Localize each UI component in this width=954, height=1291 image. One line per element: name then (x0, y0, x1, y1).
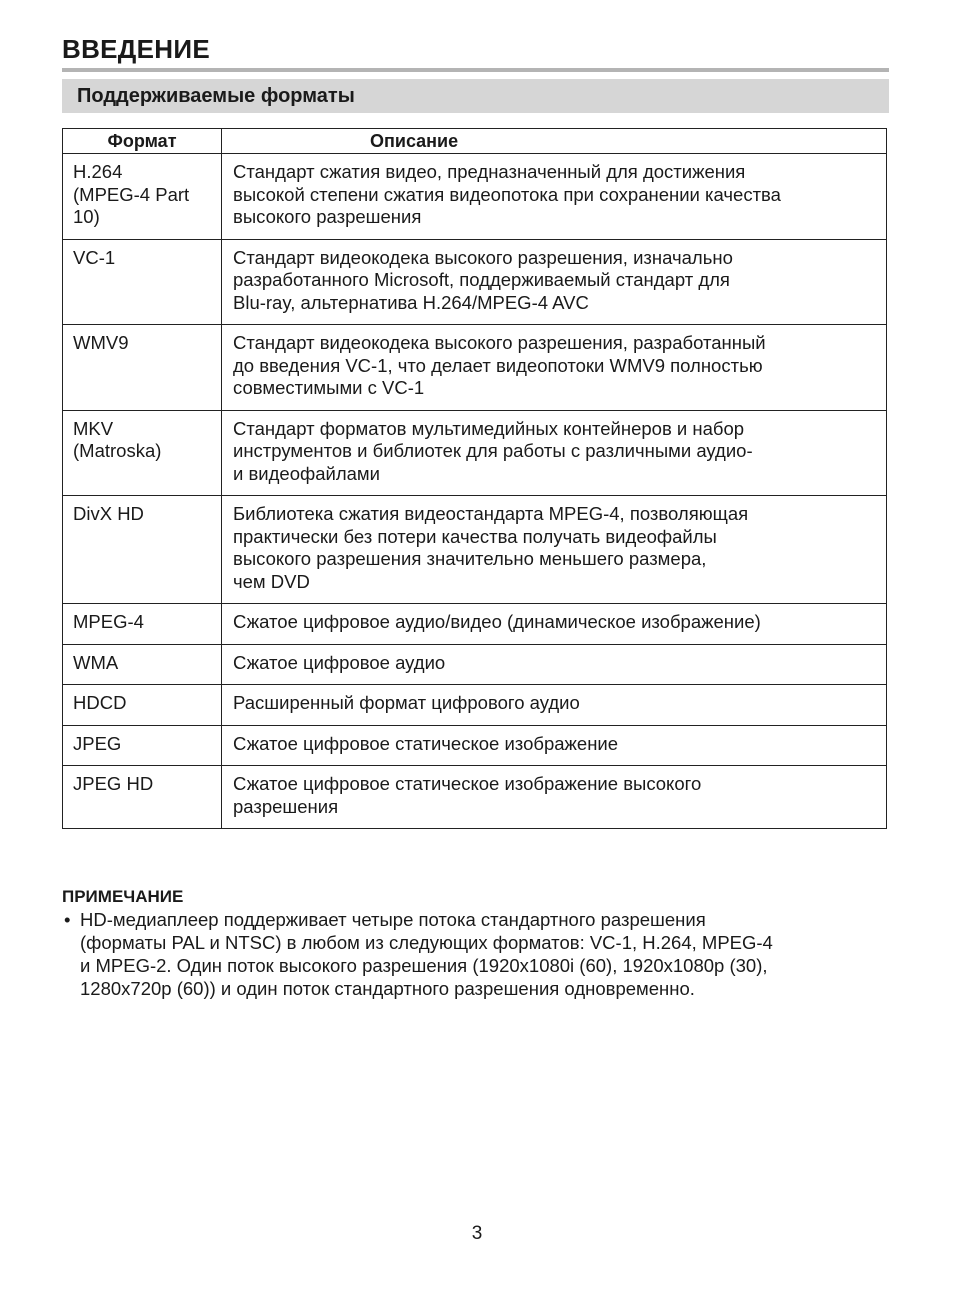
format-cell: VC-1 (63, 239, 222, 325)
description-cell: Сжатое цифровое статическое изображение (222, 725, 887, 766)
description-cell: Сжатое цифровое аудио/видео (динамическое изображение) (222, 604, 887, 645)
format-cell: JPEG HD (63, 766, 222, 829)
section-header-bar (62, 79, 889, 113)
table-row (63, 154, 887, 240)
description-cell: Стандарт видеокодека высокого разрешения, изначально разработанного Microsoft, поддерживаемый стандарт для Blu-ray, альтернатива H.264/MPEG-4 AVC (222, 239, 887, 325)
description-cell: Стандарт форматов мультимедийных контейнеров и набор инструментов и библиотек для работы с различными аудио- и видеофайлами (222, 410, 887, 496)
table-row (63, 410, 887, 496)
description-cell: Сжатое цифровое аудио (222, 644, 887, 685)
description-cell: Библиотека сжатия видеостандарта MPEG-4, позволяющая практически без потери качества получать видеофайлы высокого разрешения значительно меньшего размера, чем DVD (222, 496, 887, 604)
table-row (63, 239, 887, 325)
section-title: Поддерживаемые форматы (77, 85, 355, 107)
formats-table (62, 128, 887, 829)
format-cell: MPEG-4 (63, 604, 222, 645)
table-row (63, 644, 887, 685)
format-cell: WMA (63, 644, 222, 685)
description-cell: Расширенный формат цифрового аудио (222, 685, 887, 726)
format-cell: MKV (Matroska) (63, 410, 222, 496)
table-row (63, 496, 887, 604)
format-cell: WMV9 (63, 325, 222, 411)
description-cell: Сжатое цифровое статическое изображение высокого разрешения (222, 766, 887, 829)
format-cell: H.264 (MPEG-4 Part 10) (63, 154, 222, 240)
table-header-row (63, 129, 887, 154)
column-header-format: Формат (63, 129, 222, 154)
note-title: ПРИМЕЧАНИЕ (62, 887, 184, 906)
table-row (63, 685, 887, 726)
table-body (63, 154, 887, 829)
column-header-description: Описание (222, 129, 887, 154)
description-cell: Стандарт сжатия видео, предназначенный для достижения высокой степени сжатия видеопотока при сохранении качества высокого разрешения (222, 154, 887, 240)
format-cell: DivX HD (63, 496, 222, 604)
table-row (63, 604, 887, 645)
page-number: 3 (471, 1223, 483, 1244)
table-row (63, 766, 887, 829)
bullet-icon: • (64, 909, 71, 930)
description-cell: Стандарт видеокодека высокого разрешения, разработанный до введения VC-1, что делает видеопотоки WMV9 полностью совместимыми с VC-1 (222, 325, 887, 411)
format-cell: HDCD (63, 685, 222, 726)
note-text: HD-медиаплеер поддерживает четыре потока стандартного разрешения (форматы PAL и NTSC) в любом из следующих форматов: VC-1, H.264, MPEG-4 и MPEG-2. Один поток высокого разрешения (1920x1080i (60), 1920x1080p (30), 1280x720p (60)) и один поток стандартного разрешения одновременно. (80, 909, 773, 999)
table-row (63, 725, 887, 766)
table-row (63, 325, 887, 411)
page-title: ВВЕДЕНИЕ (62, 34, 210, 64)
format-cell: JPEG (63, 725, 222, 766)
title-rule (62, 68, 889, 72)
note-body (62, 908, 892, 1000)
